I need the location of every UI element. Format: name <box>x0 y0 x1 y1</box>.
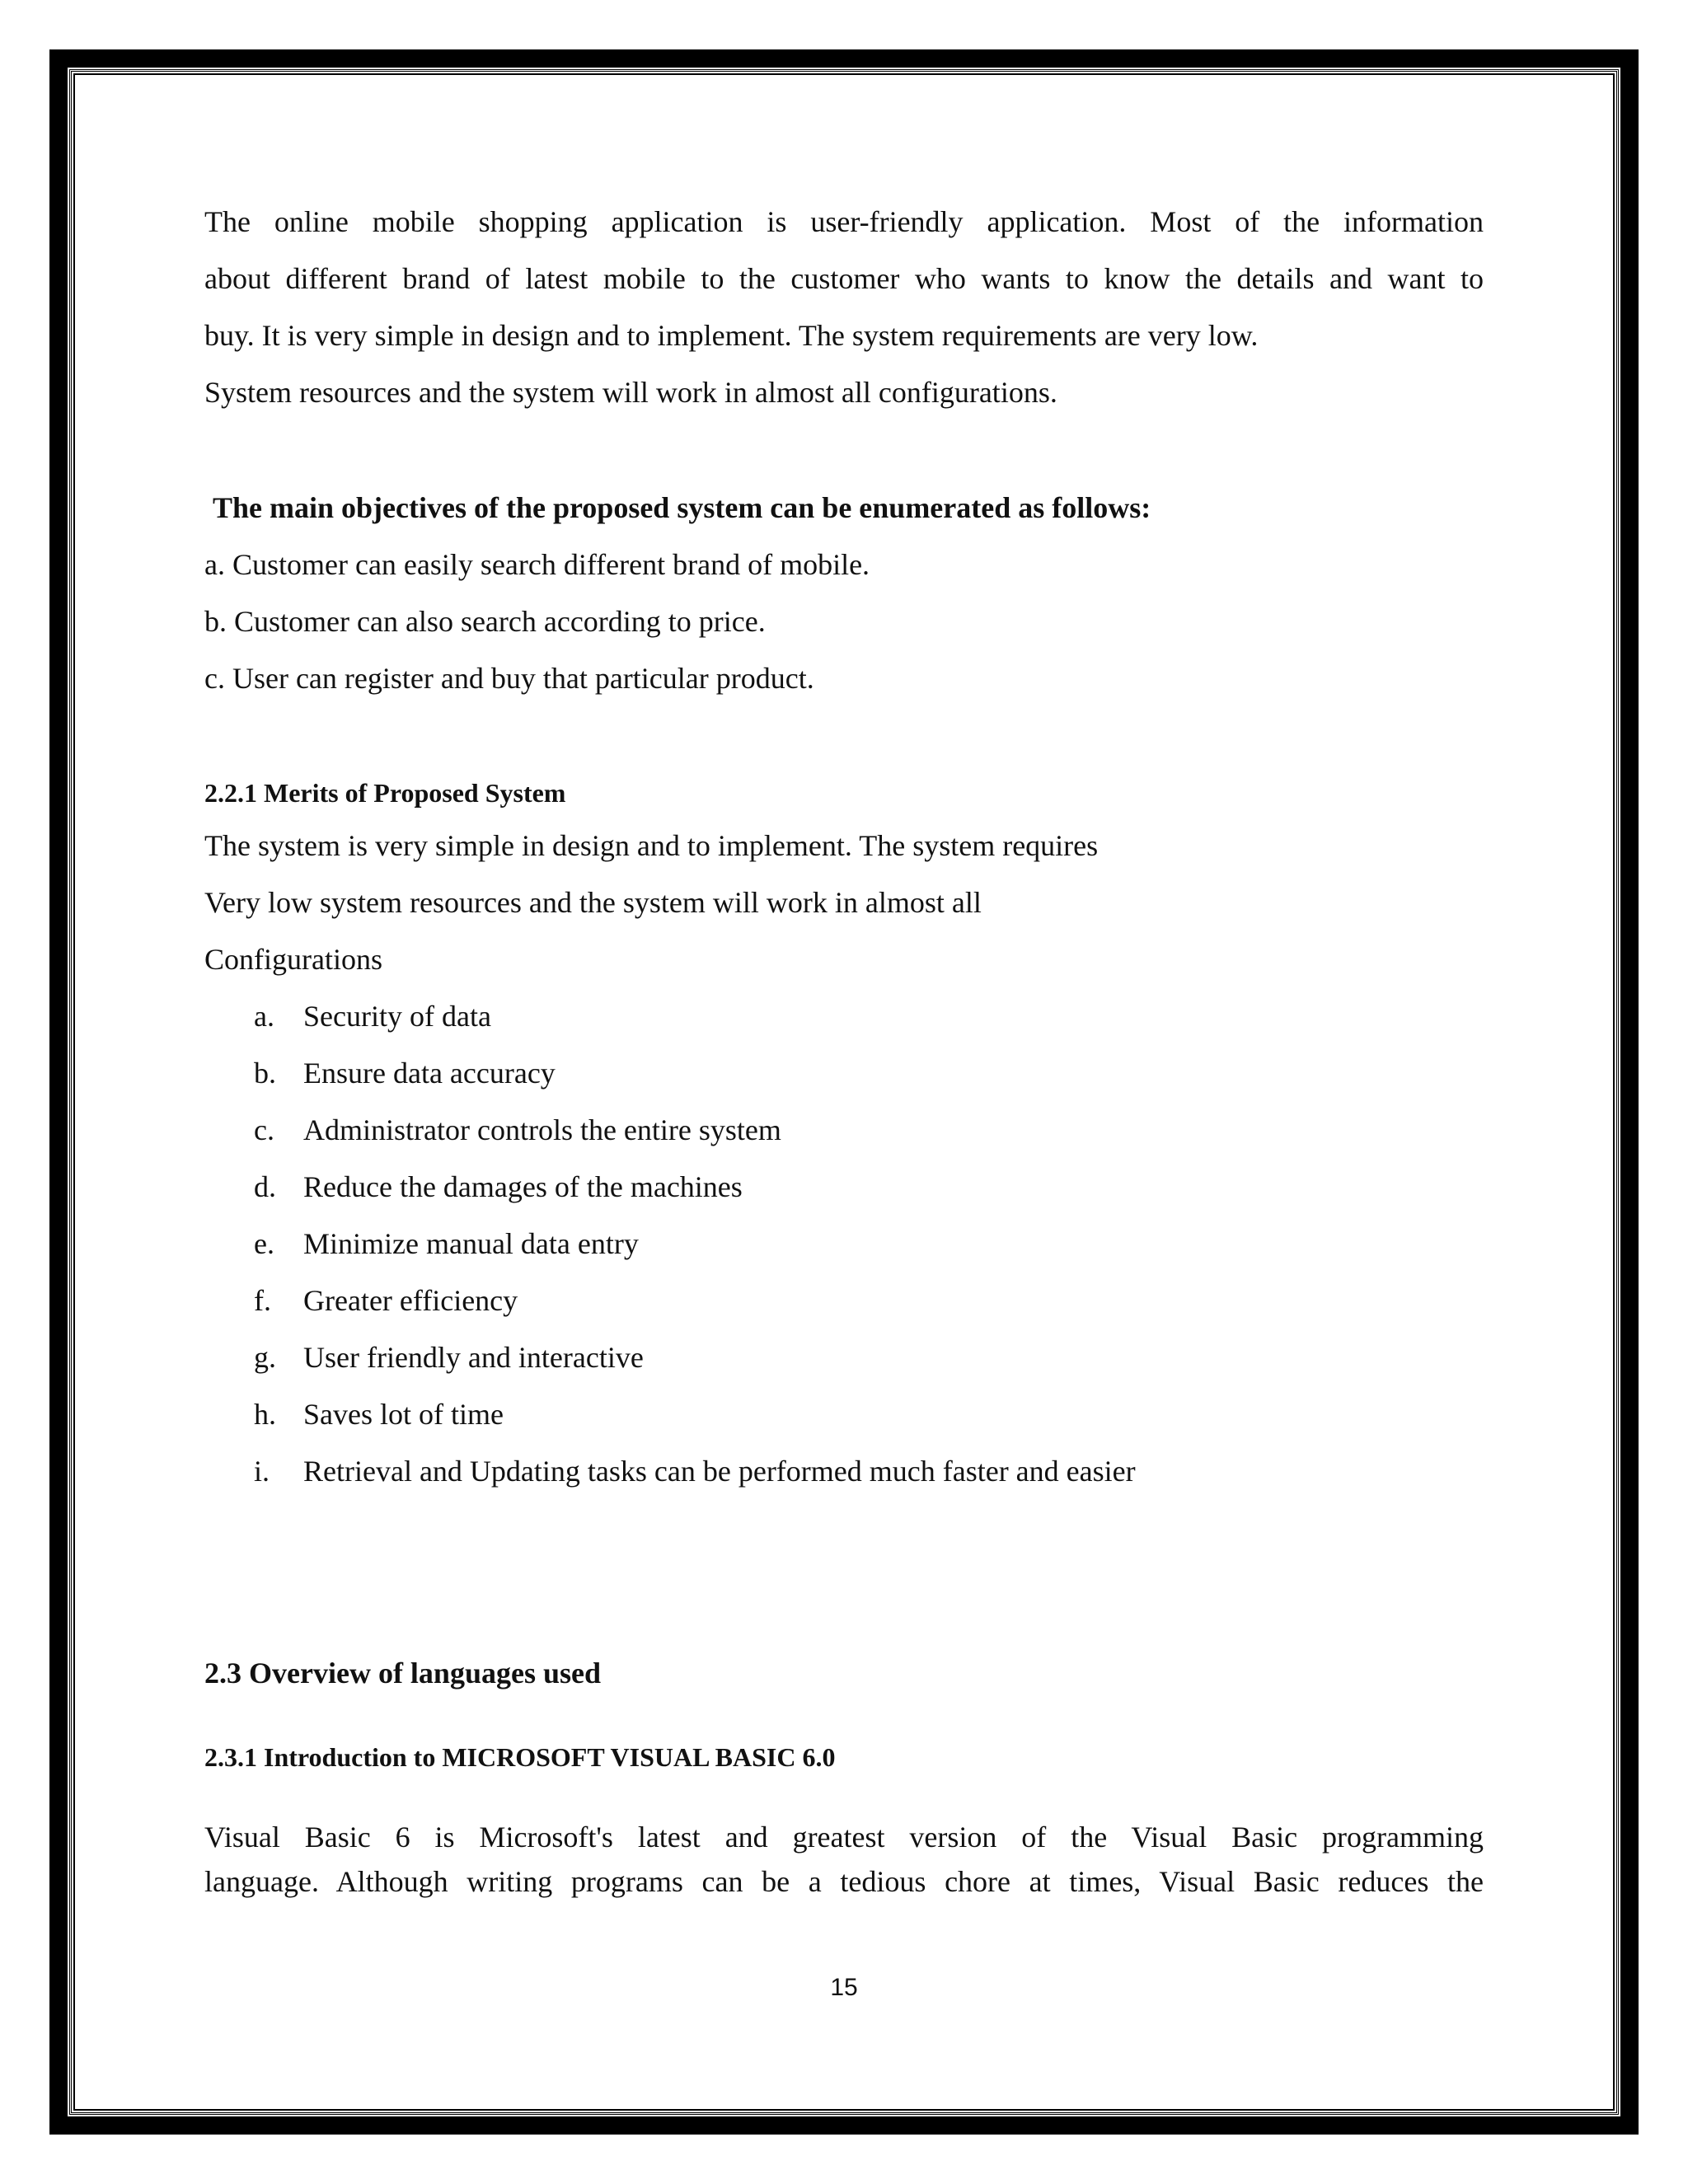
list-item: a. Customer can easily search different brand of mobile. <box>204 548 870 581</box>
merits-line: Very low system resources and the system will work in almost all <box>204 886 982 919</box>
list-item <box>204 1329 1484 1386</box>
list-text: Reduce the damages of the machines <box>303 1170 743 1203</box>
list-marker: i. <box>254 1455 270 1488</box>
list-item: b. Customer can also search according to price. <box>204 605 766 638</box>
objectives-list <box>204 537 870 707</box>
merits-line: Configurations <box>204 943 382 976</box>
list-text: Greater efficiency <box>303 1284 518 1317</box>
list-text: Minimize manual data entry <box>303 1227 639 1260</box>
list-item <box>204 1102 1484 1159</box>
merits-paragraph <box>204 818 1484 988</box>
list-item <box>204 1159 1484 1216</box>
overview-heading: 2.3 Overview of languages used <box>204 1657 601 1690</box>
objectives-heading: The main objectives of the proposed system can be enumerated as follows: <box>213 491 1151 524</box>
merits-heading: 2.2.1 Merits of Proposed System <box>204 778 566 808</box>
list-text: User friendly and interactive <box>303 1341 644 1374</box>
list-text: Saves lot of time <box>303 1398 504 1431</box>
list-text: Security of data <box>303 1000 491 1033</box>
list-marker: c. <box>254 1113 274 1146</box>
list-item <box>204 1216 1484 1272</box>
list-item <box>204 1386 1484 1443</box>
list-text: Administrator controls the entire system <box>303 1113 781 1146</box>
list-marker: d. <box>254 1170 276 1203</box>
vb-intro-line: language. Although writing programs can be a tedious chore at times, Visual Basic reduces the <box>204 1865 1484 1898</box>
list-marker: e. <box>254 1227 274 1260</box>
merits-line: The system is very simple in design and to implement. The system requires <box>204 829 1099 862</box>
list-marker: f. <box>254 1284 271 1317</box>
overview-subheading: 2.3.1 Introduction to MICROSOFT VISUAL BASIC 6.0 <box>204 1742 836 1772</box>
list-item <box>204 1045 1484 1102</box>
list-item <box>204 1443 1484 1500</box>
vb-intro-paragraph <box>204 1815 1484 1904</box>
list-text: Retrieval and Updating tasks can be performed much faster and easier <box>303 1455 1136 1488</box>
intro-paragraph <box>204 194 1484 421</box>
list-item <box>204 1272 1484 1329</box>
intro-line: buy. It is very simple in design and to implement. The system requirements are very low. <box>204 319 1259 352</box>
intro-line: System resources and the system will work in almost all configurations. <box>204 376 1057 409</box>
vb-intro-line: Visual Basic 6 is Microsoft's latest and greatest version of the Visual Basic programming <box>204 1821 1484 1854</box>
merits-list <box>204 988 1484 1500</box>
list-item <box>204 988 1484 1045</box>
intro-line: The online mobile shopping application is user-friendly application. Most of the information <box>204 205 1484 238</box>
list-marker: g. <box>254 1341 276 1374</box>
list-marker: a. <box>254 1000 274 1033</box>
list-marker: h. <box>254 1398 276 1431</box>
list-text: Ensure data accuracy <box>303 1057 556 1090</box>
intro-line: about different brand of latest mobile to the customer who wants to know the details and want to <box>204 262 1484 295</box>
page-number: 15 <box>830 1974 858 2001</box>
list-marker: b. <box>254 1057 276 1090</box>
list-item: c. User can register and buy that particular product. <box>204 662 814 695</box>
